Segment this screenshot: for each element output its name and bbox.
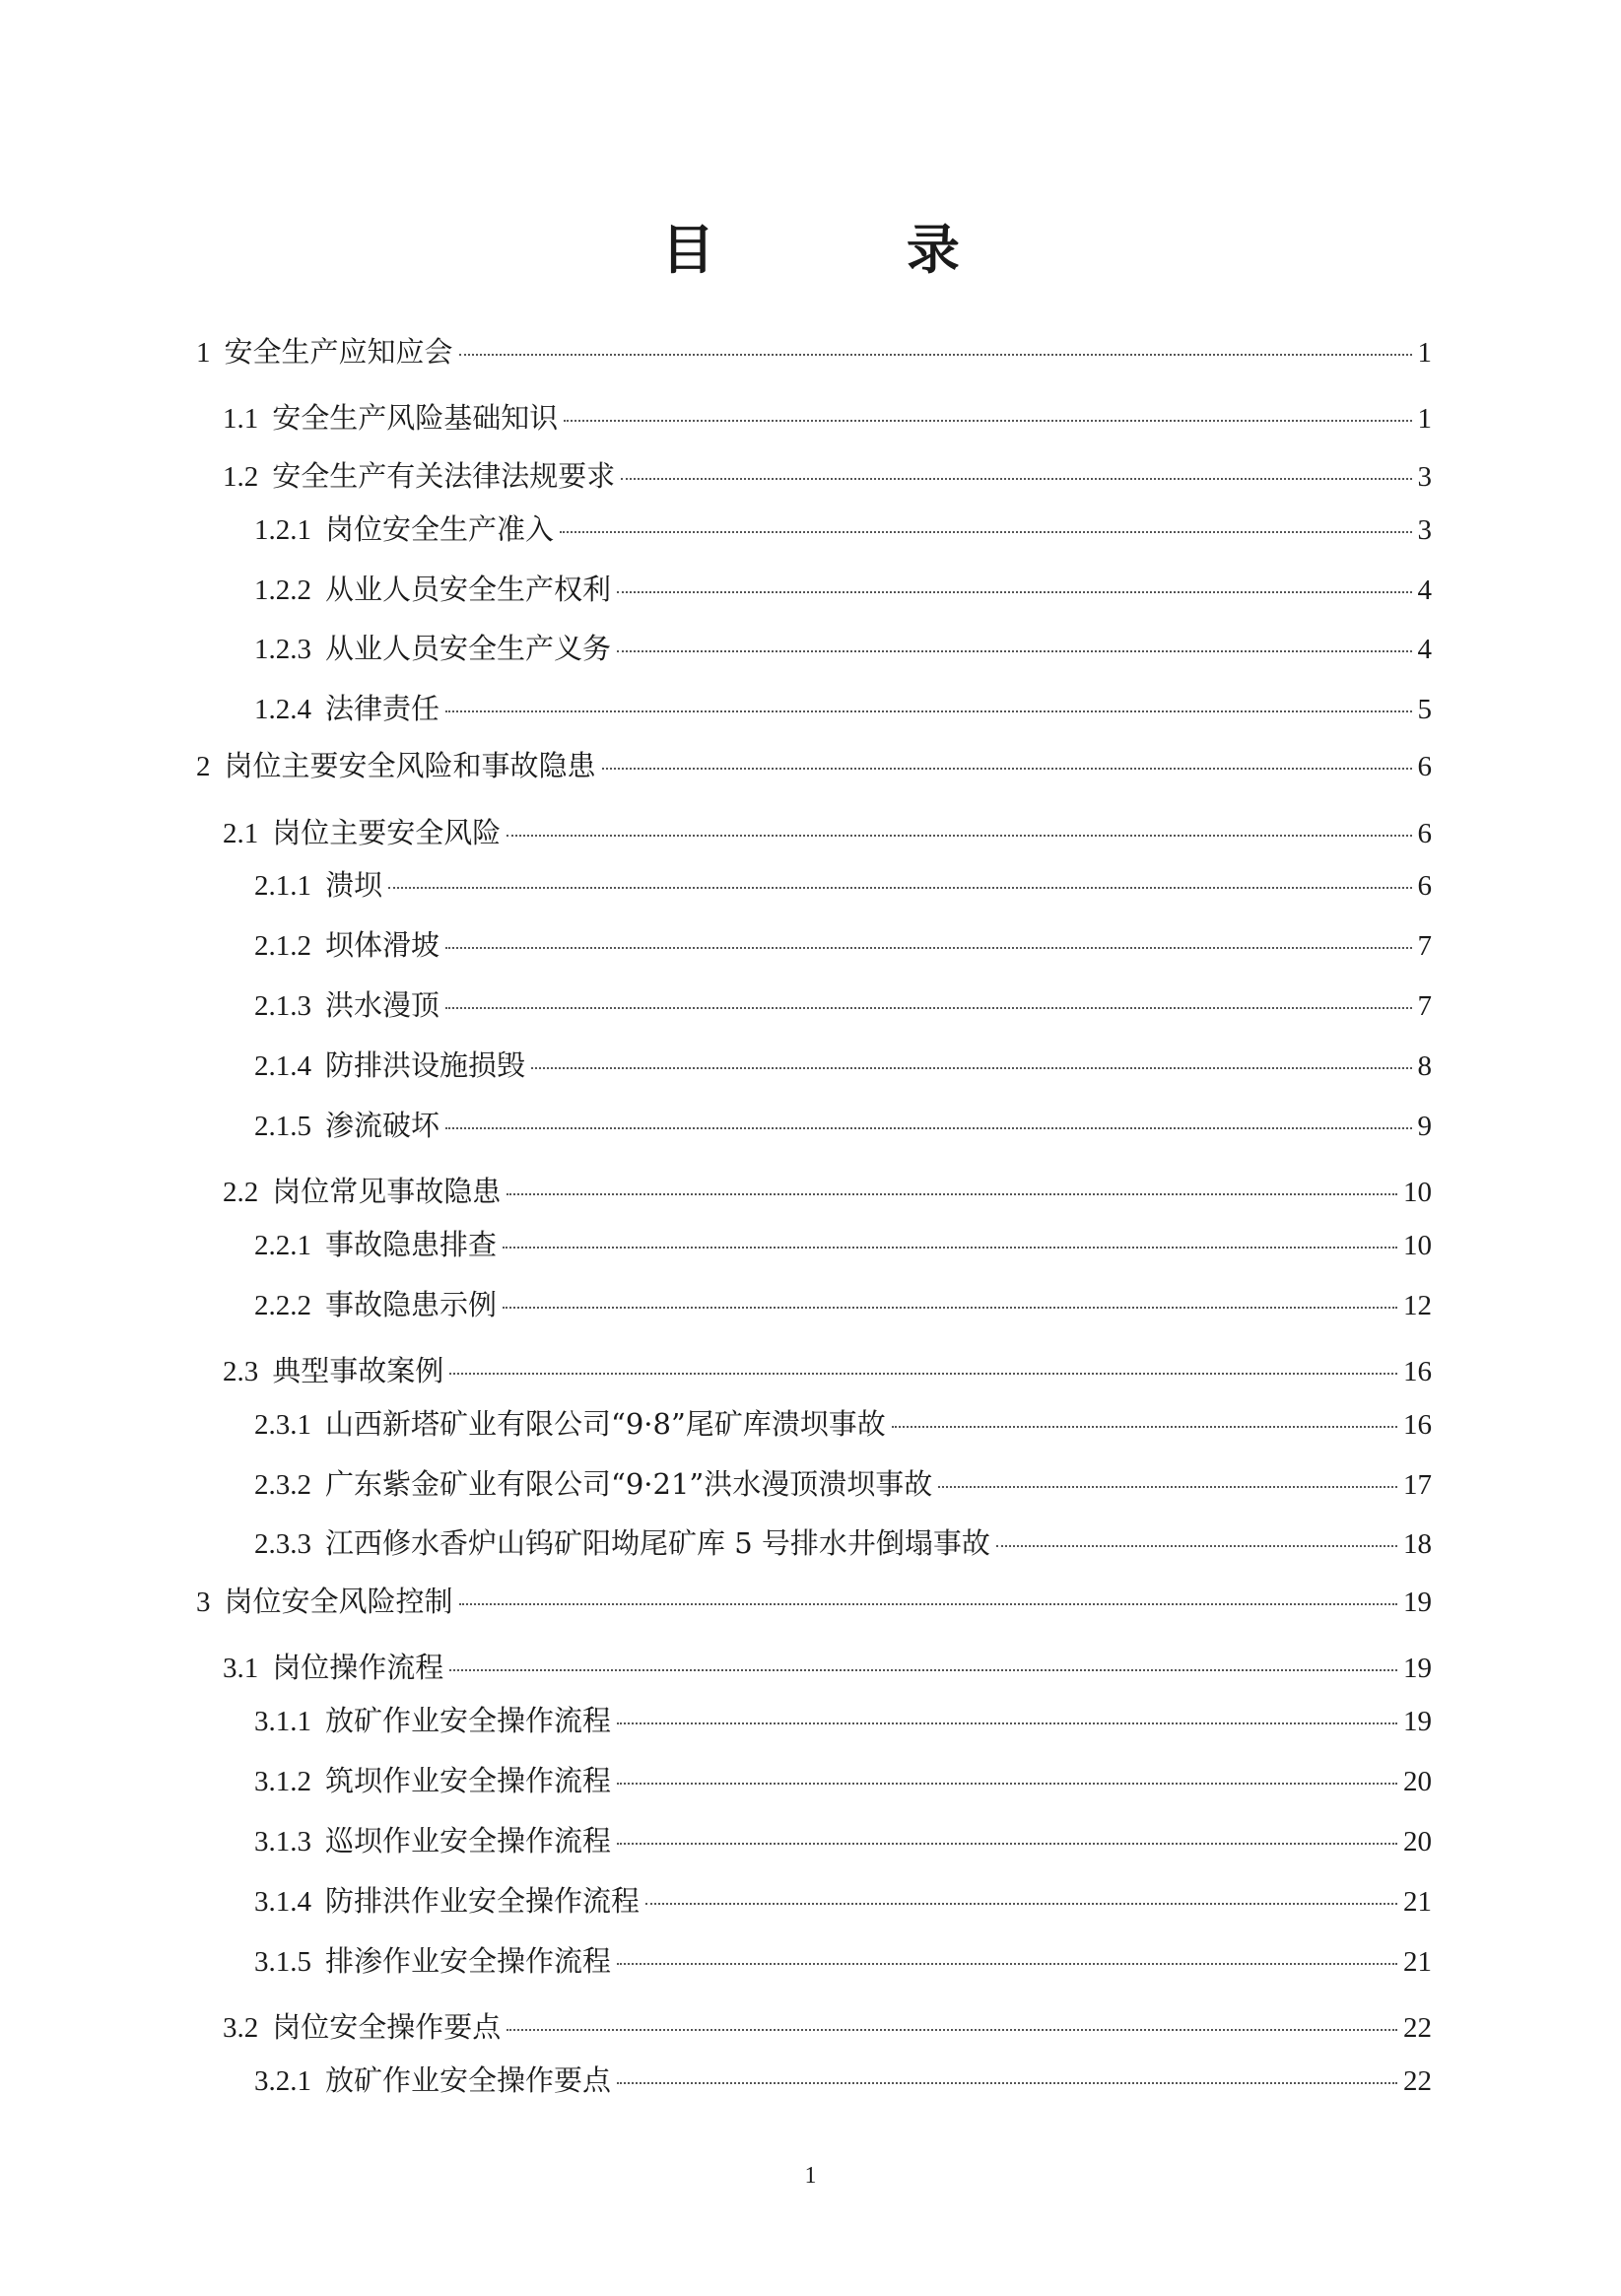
toc-number: 1.2 xyxy=(223,461,259,493)
toc-number: 3.1.2 xyxy=(254,1766,311,1797)
dot-leader xyxy=(507,835,1411,837)
toc-page-number: 18 xyxy=(1403,1528,1432,1560)
toc-page-number: 20 xyxy=(1403,1766,1432,1797)
toc-number: 1 xyxy=(196,337,211,369)
toc-entry[interactable] xyxy=(223,1170,1432,1213)
toc-title: 从业人员安全生产义务 xyxy=(325,632,612,665)
dot-leader xyxy=(445,1007,1411,1009)
toc-title: 从业人员安全生产权利 xyxy=(325,573,612,606)
toc-page-number: 1 xyxy=(1417,337,1432,369)
toc-title: 江西修水香炉山钨矿阳坳尾矿库 5 号排水井倒塌事故 xyxy=(325,1526,990,1560)
dot-leader xyxy=(617,1783,1397,1785)
toc-number: 1.2.2 xyxy=(254,574,311,606)
toc-entry[interactable] xyxy=(196,744,1432,787)
toc-page-number: 10 xyxy=(1403,1230,1432,1261)
toc-title: 岗位安全风险控制 xyxy=(224,1585,453,1618)
toc-number: 2.2.1 xyxy=(254,1230,311,1261)
toc-number: 3.1 xyxy=(223,1653,259,1684)
toc-page-number: 4 xyxy=(1417,634,1432,665)
toc-page-number: 7 xyxy=(1417,930,1432,962)
toc-number: 2.3.3 xyxy=(254,1528,311,1560)
page-title: 目 录 xyxy=(661,218,1047,281)
toc-number: 1.2.1 xyxy=(254,514,311,546)
toc-page-number: 4 xyxy=(1417,574,1432,606)
toc-page-number: 22 xyxy=(1403,2012,1432,2044)
toc-page-number: 1 xyxy=(1417,403,1432,435)
toc-page-number: 16 xyxy=(1403,1409,1432,1441)
toc-number: 2.2 xyxy=(223,1177,259,1208)
dot-leader xyxy=(617,1722,1397,1724)
toc-entry[interactable] xyxy=(254,2059,1432,2102)
toc-entry[interactable] xyxy=(254,507,1432,551)
dot-leader xyxy=(617,1843,1397,1845)
dot-leader xyxy=(445,947,1411,949)
toc-entry[interactable] xyxy=(254,1402,1432,1446)
toc-page-number: 17 xyxy=(1403,1469,1432,1501)
toc-number: 3.1.5 xyxy=(254,1946,311,1978)
toc-title: 安全生产风险基础知识 xyxy=(272,401,559,435)
toc-title: 事故隐患示例 xyxy=(325,1288,498,1321)
toc-page-number: 12 xyxy=(1403,1290,1432,1321)
toc-title: 渗流破坏 xyxy=(325,1109,440,1142)
toc-page-number: 3 xyxy=(1417,514,1432,546)
toc-number: 2.1.1 xyxy=(254,870,311,902)
dot-leader xyxy=(564,420,1411,422)
toc-entry[interactable] xyxy=(254,1879,1432,1923)
toc-page-number: 10 xyxy=(1403,1177,1432,1208)
toc-title: 岗位常见事故隐患 xyxy=(272,1175,502,1208)
toc-title: 岗位安全生产准入 xyxy=(325,512,555,546)
toc-title: 岗位主要安全风险和事故隐患 xyxy=(224,749,596,782)
dot-leader xyxy=(938,1486,1397,1488)
toc-number: 3.2.1 xyxy=(254,2065,311,2097)
toc-title: 岗位操作流程 xyxy=(272,1651,444,1684)
toc-title: 法律责任 xyxy=(325,692,440,725)
dot-leader xyxy=(996,1545,1397,1547)
toc-title: 放矿作业安全操作流程 xyxy=(325,1704,612,1737)
toc-entry[interactable] xyxy=(254,983,1432,1027)
toc-number: 1.2.3 xyxy=(254,634,311,665)
toc-page-number: 5 xyxy=(1417,694,1432,725)
dot-leader xyxy=(449,1373,1397,1375)
dot-leader xyxy=(617,591,1411,593)
dot-leader xyxy=(645,1903,1397,1905)
dot-leader xyxy=(445,710,1411,712)
dot-leader xyxy=(617,1963,1397,1965)
toc-entry[interactable] xyxy=(254,1521,1432,1565)
toc-page-number: 8 xyxy=(1417,1050,1432,1082)
toc-title: 岗位主要安全风险 xyxy=(272,816,502,849)
toc-number: 3.2 xyxy=(223,2012,259,2044)
toc-number: 2.3.1 xyxy=(254,1409,311,1441)
dot-leader xyxy=(503,1247,1397,1249)
toc-number: 2.3 xyxy=(223,1356,259,1387)
toc-entry[interactable] xyxy=(223,1349,1432,1392)
toc-title: 筑坝作业安全操作流程 xyxy=(325,1764,612,1797)
toc-title: 防排洪作业安全操作流程 xyxy=(325,1884,641,1918)
toc-number: 3.1.4 xyxy=(254,1886,311,1918)
toc-title: 事故隐患排查 xyxy=(325,1228,498,1261)
toc-entry[interactable] xyxy=(223,396,1432,439)
toc-page-number: 20 xyxy=(1403,1826,1432,1857)
toc-page-number: 19 xyxy=(1403,1587,1432,1618)
toc-title: 排渗作业安全操作流程 xyxy=(325,1944,612,1978)
toc-page-number: 6 xyxy=(1417,870,1432,902)
toc-page-number: 7 xyxy=(1417,990,1432,1022)
toc-title: 岗位安全操作要点 xyxy=(272,2010,502,2044)
dot-leader xyxy=(621,478,1411,480)
toc-entry[interactable] xyxy=(254,1819,1432,1862)
toc-number: 2.2.2 xyxy=(254,1290,311,1321)
toc-number: 2.1.3 xyxy=(254,990,311,1022)
toc-entry[interactable] xyxy=(254,923,1432,967)
toc-page-number: 16 xyxy=(1403,1356,1432,1387)
toc-number: 2.1.4 xyxy=(254,1050,311,1082)
toc-title: 坝体滑坡 xyxy=(325,928,440,962)
toc-page-number: 22 xyxy=(1403,2065,1432,2097)
dot-leader xyxy=(459,354,1412,356)
toc-title: 巡坝作业安全操作流程 xyxy=(325,1824,612,1857)
toc-page-number: 6 xyxy=(1417,751,1432,782)
dot-leader xyxy=(445,1127,1411,1129)
dot-leader xyxy=(892,1426,1397,1428)
toc-entry[interactable] xyxy=(254,1283,1432,1326)
dot-leader xyxy=(560,531,1411,533)
toc-title: 溃坝 xyxy=(325,868,383,902)
toc-entry[interactable] xyxy=(254,1223,1432,1266)
toc-entry[interactable] xyxy=(254,627,1432,670)
toc-number: 3.1.3 xyxy=(254,1826,311,1857)
toc-page-number: 6 xyxy=(1417,818,1432,849)
toc-entry[interactable] xyxy=(196,330,1432,373)
toc-number: 3 xyxy=(196,1587,211,1618)
dot-leader xyxy=(503,1307,1397,1309)
dot-leader xyxy=(602,768,1412,770)
toc-number: 1.1 xyxy=(223,403,259,435)
toc-number: 1.2.4 xyxy=(254,694,311,725)
toc-number: 2.1.2 xyxy=(254,930,311,962)
page-number-footer: 1 xyxy=(804,2163,817,2189)
toc-entry[interactable] xyxy=(223,454,1432,498)
toc-number: 2 xyxy=(196,751,211,782)
toc-title: 典型事故案例 xyxy=(272,1354,444,1387)
toc-page-number: 19 xyxy=(1403,1706,1432,1737)
toc-title: 安全生产有关法律法规要求 xyxy=(272,459,616,493)
dot-leader xyxy=(449,1669,1397,1671)
dot-leader xyxy=(459,1603,1397,1605)
toc-entry[interactable] xyxy=(223,2005,1432,2049)
toc-page-number: 21 xyxy=(1403,1886,1432,1918)
toc-number: 2.3.2 xyxy=(254,1469,311,1501)
toc-title: 洪水漫顶 xyxy=(325,988,440,1022)
toc-number: 3.1.1 xyxy=(254,1706,311,1737)
toc-entry[interactable] xyxy=(254,1044,1432,1087)
toc-entry[interactable] xyxy=(254,568,1432,611)
toc-entry[interactable] xyxy=(254,1462,1432,1506)
dot-leader xyxy=(388,887,1411,889)
toc-number: 2.1 xyxy=(223,818,259,849)
toc-entry[interactable] xyxy=(254,863,1432,907)
dot-leader xyxy=(507,1193,1397,1195)
toc-title: 防排洪设施损毁 xyxy=(325,1048,526,1082)
toc-title: 放矿作业安全操作要点 xyxy=(325,2063,612,2097)
toc-page-number: 19 xyxy=(1403,1653,1432,1684)
toc-entry[interactable] xyxy=(254,687,1432,730)
toc-entry[interactable] xyxy=(254,1104,1432,1147)
dot-leader xyxy=(617,2082,1397,2084)
toc-entry[interactable] xyxy=(196,1580,1432,1623)
toc-page-number: 21 xyxy=(1403,1946,1432,1978)
toc-entry[interactable] xyxy=(254,1759,1432,1802)
toc-title: 广东紫金矿业有限公司“9·21”洪水漫顶溃坝事故 xyxy=(325,1467,933,1501)
dot-leader xyxy=(507,2029,1397,2031)
dot-leader xyxy=(531,1067,1411,1069)
toc-page-number: 9 xyxy=(1417,1111,1432,1142)
toc-title: 山西新塔矿业有限公司“9·8”尾矿库溃坝事故 xyxy=(325,1407,886,1441)
toc-title: 安全生产应知应会 xyxy=(224,335,453,369)
dot-leader xyxy=(617,650,1411,652)
toc-entry[interactable] xyxy=(254,1939,1432,1983)
toc-entry[interactable] xyxy=(223,811,1432,854)
toc-entry[interactable] xyxy=(223,1646,1432,1689)
toc-page-number: 3 xyxy=(1417,461,1432,493)
toc-entry[interactable] xyxy=(254,1699,1432,1742)
toc-number: 2.1.5 xyxy=(254,1111,311,1142)
